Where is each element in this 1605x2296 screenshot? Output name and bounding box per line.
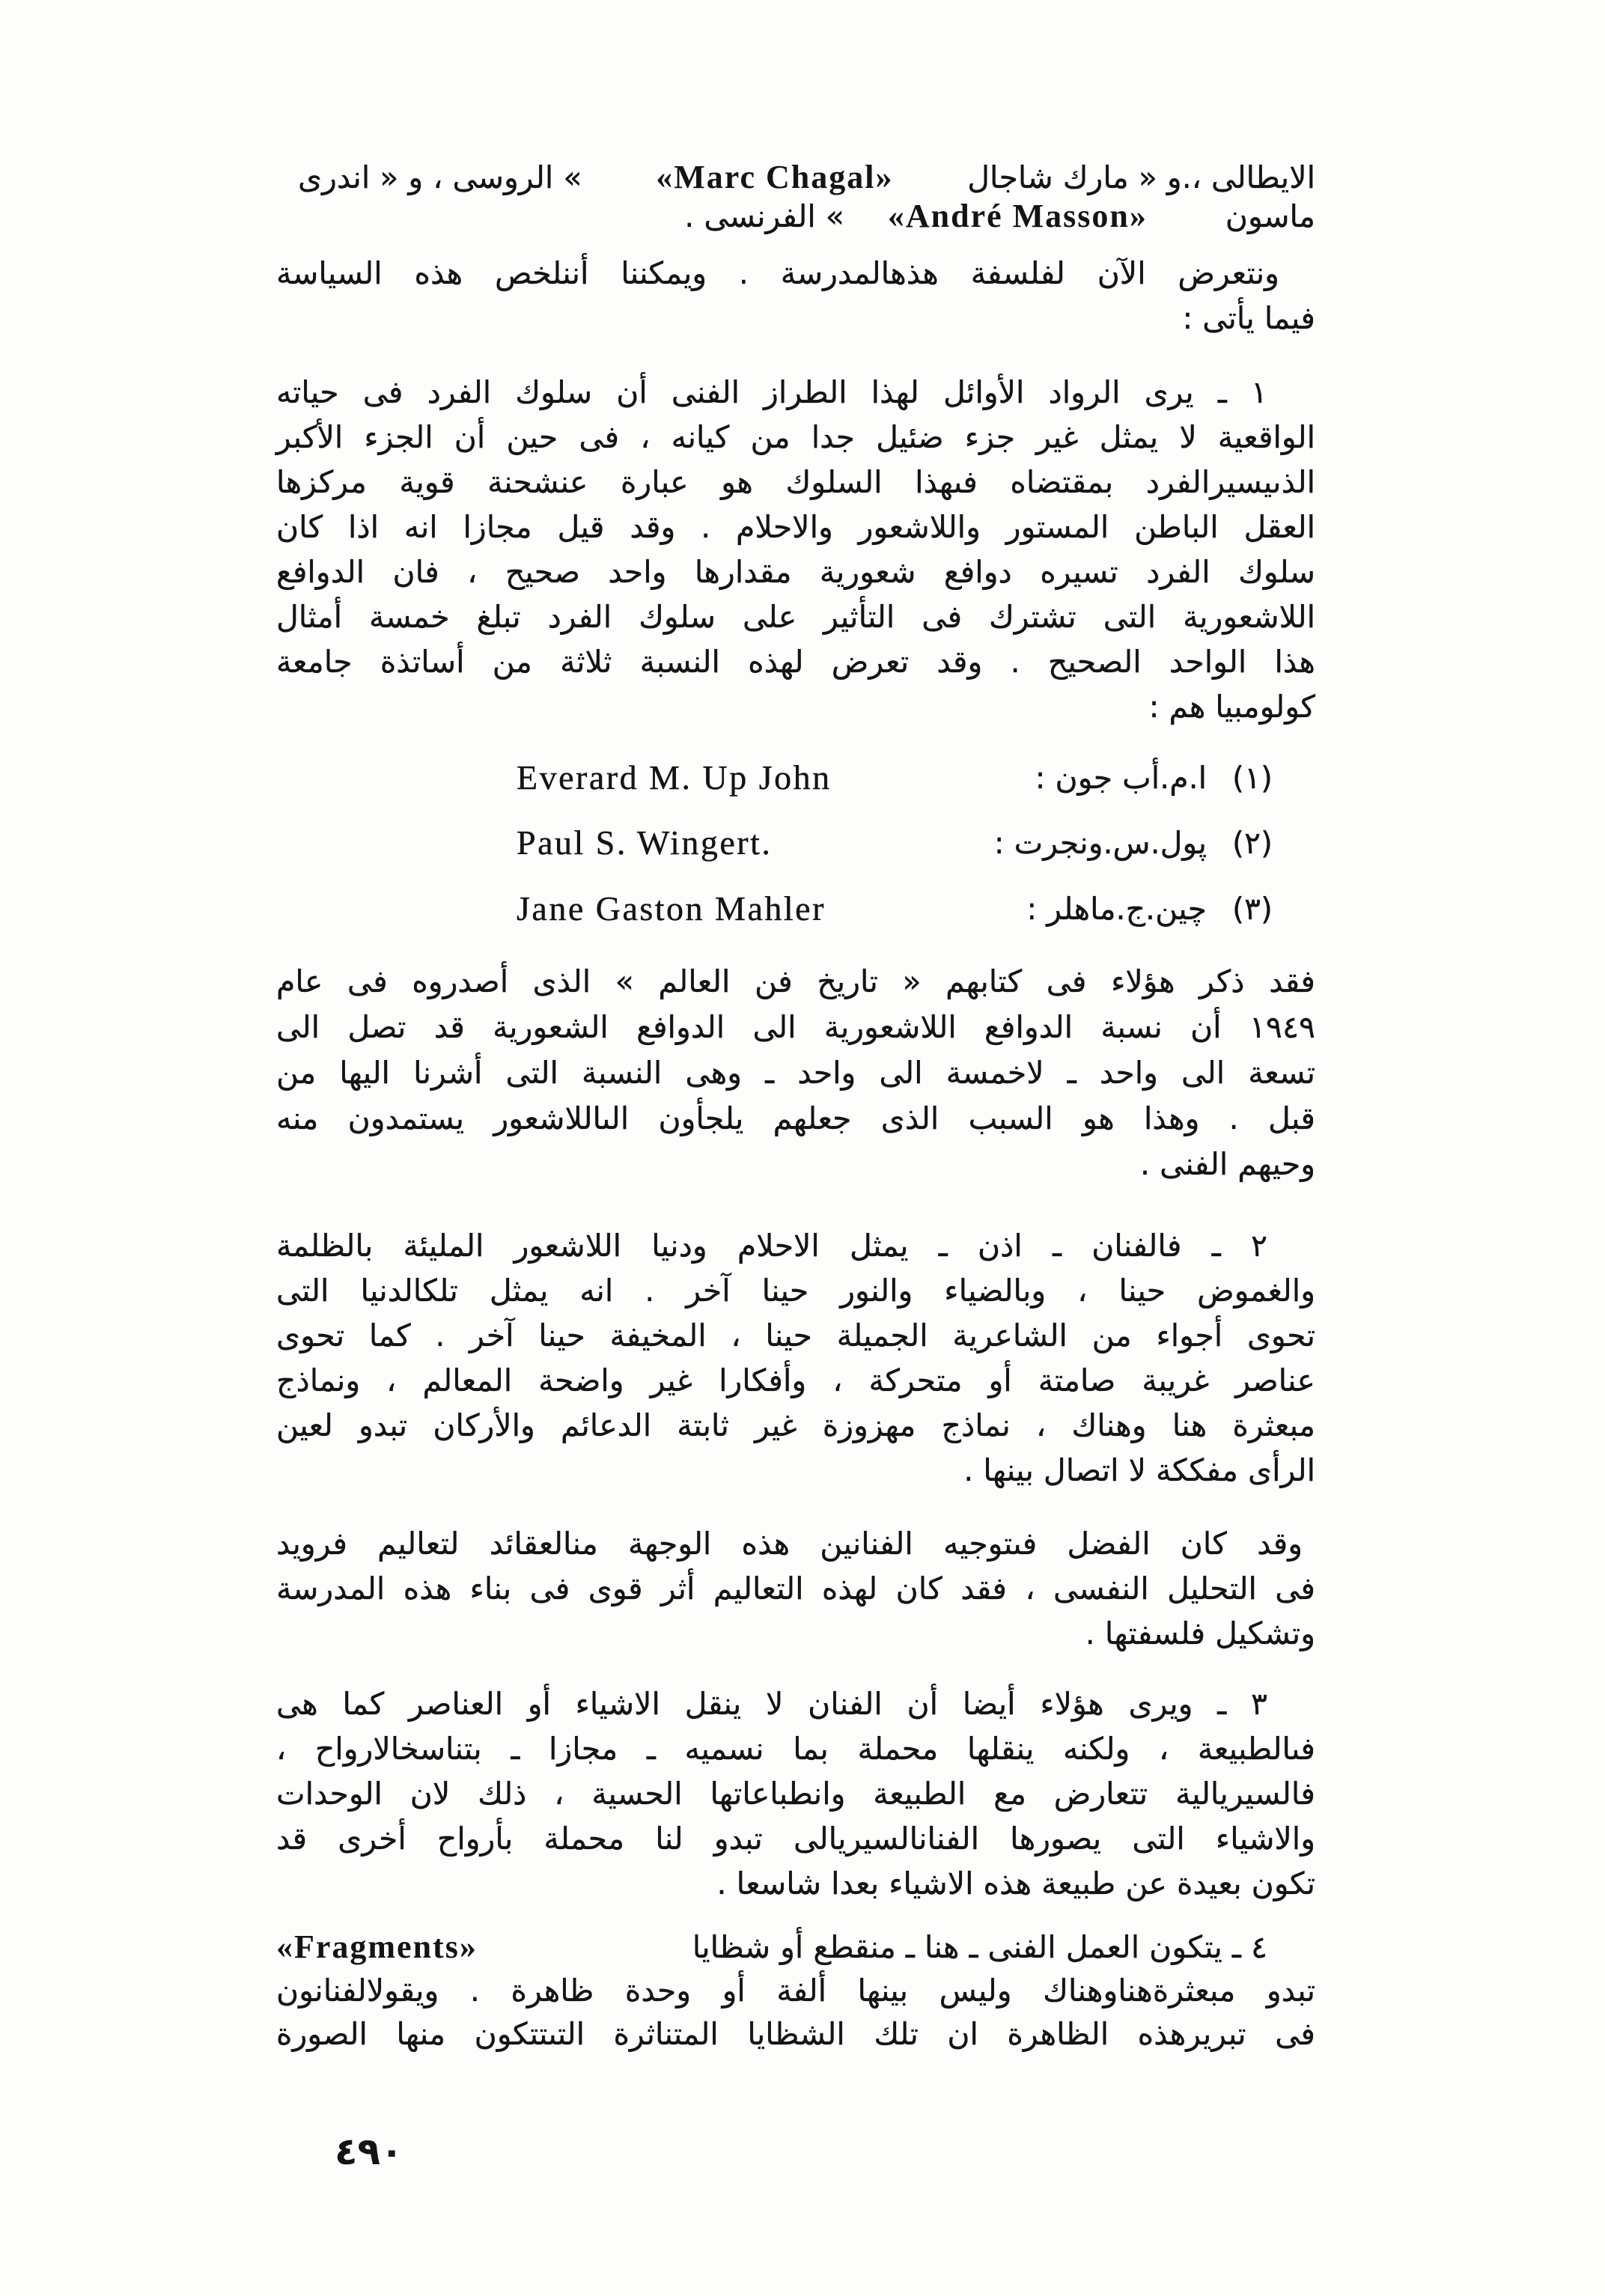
numbered-point-3 bbox=[276, 1681, 1315, 1906]
text-segment: الايطالى ،.و « مارك شاجال bbox=[967, 159, 1315, 195]
text-segment: » الروسى ، و « اندرى bbox=[298, 159, 582, 195]
text-segment: ماسون bbox=[1225, 198, 1315, 234]
text-line: فقد ذكر هؤلاء فى كتابهم « تاريخ فن العالم » الذى أصدروه فى عام bbox=[276, 963, 1315, 999]
text-line: فالسيريالية تتعارض مع الطبيعة وانطباعاتها الحسية ، ذلك لان الوحدات bbox=[276, 1776, 1315, 1812]
latin-name: Paul S. Wingert. bbox=[517, 823, 773, 862]
text-line: وحيهم الفنى . bbox=[1140, 1146, 1315, 1182]
page-number: ٤٩٠ bbox=[335, 2130, 403, 2173]
text-line: تبدو مبعثرةهناوهناك وليس بينها ألفة أو وحدة ظاهرة . ويقولالفنانون bbox=[276, 1973, 1315, 2009]
text-line: ٣ ـ ويرى هؤلاء أيضا أن الفنان لا ينقل الاشياء أو العناصر كما هى bbox=[276, 1686, 1267, 1722]
header-continuation bbox=[298, 158, 1315, 236]
paragraph-intro bbox=[276, 251, 1315, 341]
text-line: الذىيسيرالفرد بمقتضاه فىهذا السلوك هو عبارة عنشحنة قوية مركزها bbox=[276, 464, 1315, 500]
numbered-point-4 bbox=[276, 1925, 1315, 2056]
text-line: والاشياء التى يصورها الفنانالسيريالى تبدو لنا محملة بأرواح أخرى قد bbox=[276, 1821, 1315, 1857]
text-segment: ٤ ـ يتكون العمل الفنى ـ هنا ـ منقطع أو شظايا bbox=[692, 1929, 1267, 1965]
text-line: اللاشعورية التى تشترك فى التأثير على سلوك الفرد تبلغ خمسة أمثال bbox=[276, 599, 1315, 635]
text-line: تسعة الى واحد ـ لاخمسة الى واحد ـ وهى النسبة التى أشرنا اليها من bbox=[276, 1055, 1315, 1091]
latin-name: «André Masson» bbox=[887, 198, 1148, 234]
paragraph-freud bbox=[276, 1521, 1315, 1656]
list-number: (٢) bbox=[1231, 825, 1273, 861]
text-line: عناصر غريبة صامتة أو متحركة ، وأفكارا غير واضحة المعالم ، ونماذج bbox=[276, 1362, 1315, 1398]
list-number: (١) bbox=[1231, 760, 1273, 796]
text-line: فىالطبيعة ، ولكنه ينقلها محملة بما نسميه ـ مجازا ـ بتناسخالارواح ، bbox=[276, 1731, 1315, 1767]
text-line: العقل الباطن المستور واللاشعور والاحلام . وقد قيل مجازا انه اذا كان bbox=[276, 509, 1315, 545]
arabic-name: چين.ج.ماهلر : bbox=[1026, 891, 1207, 927]
latin-term: «Fragments» bbox=[276, 1928, 478, 1965]
text-line: ١٩٤٩ أن نسبة الدوافع اللاشعورية الى الدوافع الشعورية قد تصل الى bbox=[276, 1009, 1315, 1045]
latin-name: Jane Gaston Mahler bbox=[517, 889, 826, 928]
text-line: مبعثرة هنا وهناك ، نماذج مهزوزة غير ثابتة الدعائم والأركان تبدو لعين bbox=[276, 1407, 1315, 1443]
text-line: الرأى مفككة لا اتصال بينها . bbox=[963, 1452, 1315, 1488]
professor-list-item bbox=[0, 820, 1605, 865]
latin-name: «Marc Chagal» bbox=[656, 159, 894, 195]
text-line: فى التحليل النفسى ، فقد كان لهذه التعاليم أثر قوى فى بناء هذه المدرسة bbox=[276, 1571, 1315, 1607]
text-line: تحوى أجواء من الشاعرية الجميلة حينا ، المخيفة حينا آخر . كما تحوى bbox=[276, 1318, 1315, 1353]
text-line: ٢ ـ فالفنان ـ اذن ـ يمثل الاحلام ودنيا اللاشعور المليئة بالظلمة bbox=[276, 1228, 1267, 1264]
text-line: وقد كان الفضل فىتوجيه الفنانين هذه الوجهة منالعقائد لتعاليم فرويد bbox=[276, 1526, 1303, 1562]
text-line: تكون بعيدة عن طبيعة هذه الاشياء بعدا شاسعا . bbox=[716, 1866, 1315, 1901]
list-number: (٣) bbox=[1231, 891, 1273, 927]
arabic-name: ا.م.أب جون : bbox=[1035, 760, 1207, 796]
text-line: والغموض حينا ، وبالضياء والنور حينا آخر . انه يمثل تلكالدنيا التى bbox=[276, 1273, 1315, 1309]
latin-name: Everard M. Up John bbox=[517, 758, 832, 797]
professor-list-item bbox=[0, 755, 1605, 800]
text-segment: » الفرنسى . bbox=[684, 198, 844, 234]
text-line bbox=[276, 1925, 1315, 1969]
text-line: سلوك الفرد تسيره دوافع شعورية مقدارها واحد صحيح ، فان الدوافع bbox=[276, 554, 1315, 590]
text-line bbox=[298, 158, 1315, 197]
text-line: ١ ـ يرى الرواد الأوائل لهذا الطراز الفنى أن سلوك الفرد فى حياته bbox=[276, 374, 1267, 410]
text-line bbox=[298, 197, 1315, 236]
numbered-point-2 bbox=[276, 1223, 1315, 1493]
text-line: هذا الواحد الصحيح . وقد تعرض لهذه النسبة ثلاثة من أساتذة جامعة bbox=[276, 644, 1315, 680]
paragraph-history-of-world-art bbox=[276, 959, 1315, 1187]
text-line: ونتعرض الآن لفلسفة هذهالمدرسة . ويمكننا أننلخص هذه السياسة bbox=[276, 255, 1279, 291]
arabic-name: پول.س.ونجرت : bbox=[993, 825, 1207, 861]
text-line: قبل . وهذا هو السبب الذى جعلهم يلجأون الىاللاشعور يستمدون منه bbox=[276, 1100, 1315, 1136]
text-line: وتشكيل فلسفتها . bbox=[1085, 1616, 1315, 1651]
text-line: الواقعية لا يمثل غير جزء ضئيل جدا من كيانه ، فى حين أن الجزء الأكبر bbox=[276, 419, 1315, 455]
text-line: كولومبيا هم : bbox=[1148, 689, 1315, 725]
professor-list-item bbox=[0, 886, 1605, 931]
text-line: فيما يأتى : bbox=[1182, 300, 1315, 336]
numbered-point-1 bbox=[276, 370, 1315, 729]
text-line: فى تبريرهذه الظاهرة ان تلك الشظايا المتناثرة التىتتكون منها الصورة bbox=[276, 2016, 1315, 2052]
